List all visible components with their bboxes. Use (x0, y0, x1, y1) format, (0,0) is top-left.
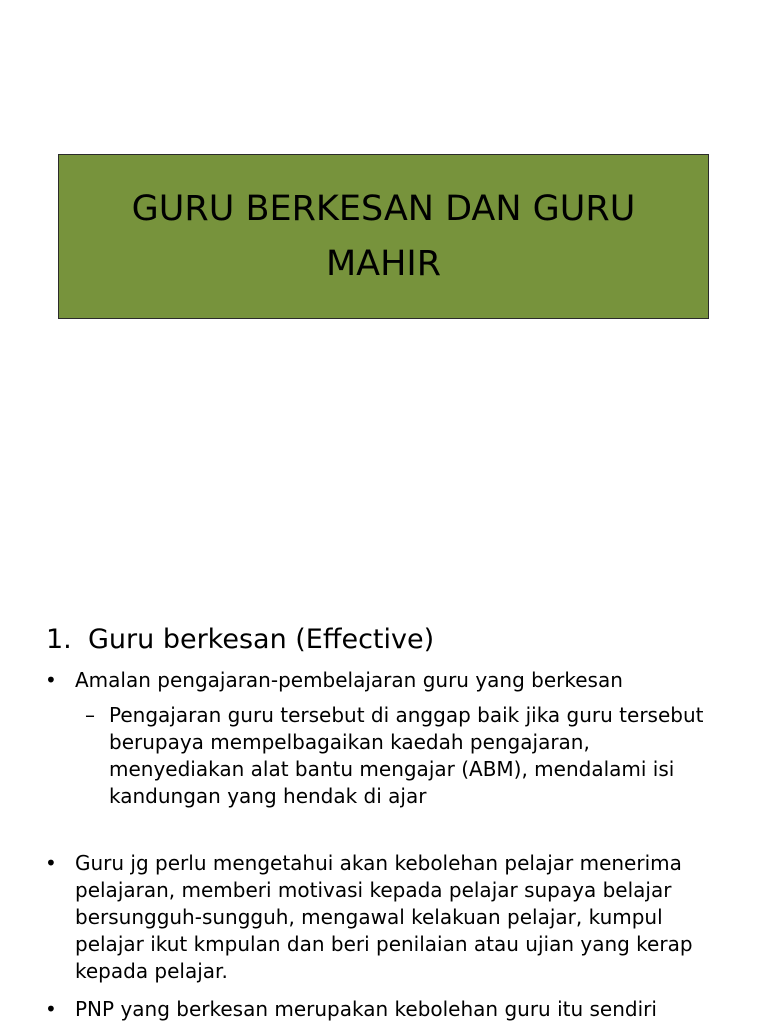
bullet-text-1: Amalan pengajaran-pembelajaran guru yang berkesan (75, 668, 623, 692)
title-box (58, 154, 709, 319)
dash-icon: – (85, 703, 95, 727)
section-heading-text: Guru berkesan (Effective) (88, 624, 435, 655)
section-number: 1. (46, 624, 72, 655)
section-heading (46, 620, 434, 660)
bullet-icon: • (45, 997, 57, 1021)
sub-bullet-text-1: Pengajaran guru tersebut di anggap baik jika guru tersebut berupaya mempelbagaikan kaedah pengajaran, menyediakan alat bantu mengajar (ABM), mendalami isi kandungan yang hendak di ajar (109, 703, 704, 808)
bullet-text-2: Guru jg perlu mengetahui akan kebolehan pelajar menerima pelajaran, memberi motivasi kepada pelajar supaya belajar bersungguh-sungguh, mengawal kelakuan pelajar, kumpul pelajar ikut kmpulan dan beri penilaian atau ujian yang kerap kepada pelajar. (75, 851, 693, 983)
bullet-icon: • (45, 668, 57, 692)
slide-title: GURU BERKESAN DAN GURU MAHIR (131, 188, 636, 284)
bullet-icon: • (45, 851, 57, 875)
bullet-text-3: PNP yang berkesan merupakan kebolehan guru itu sendiri (75, 997, 657, 1021)
